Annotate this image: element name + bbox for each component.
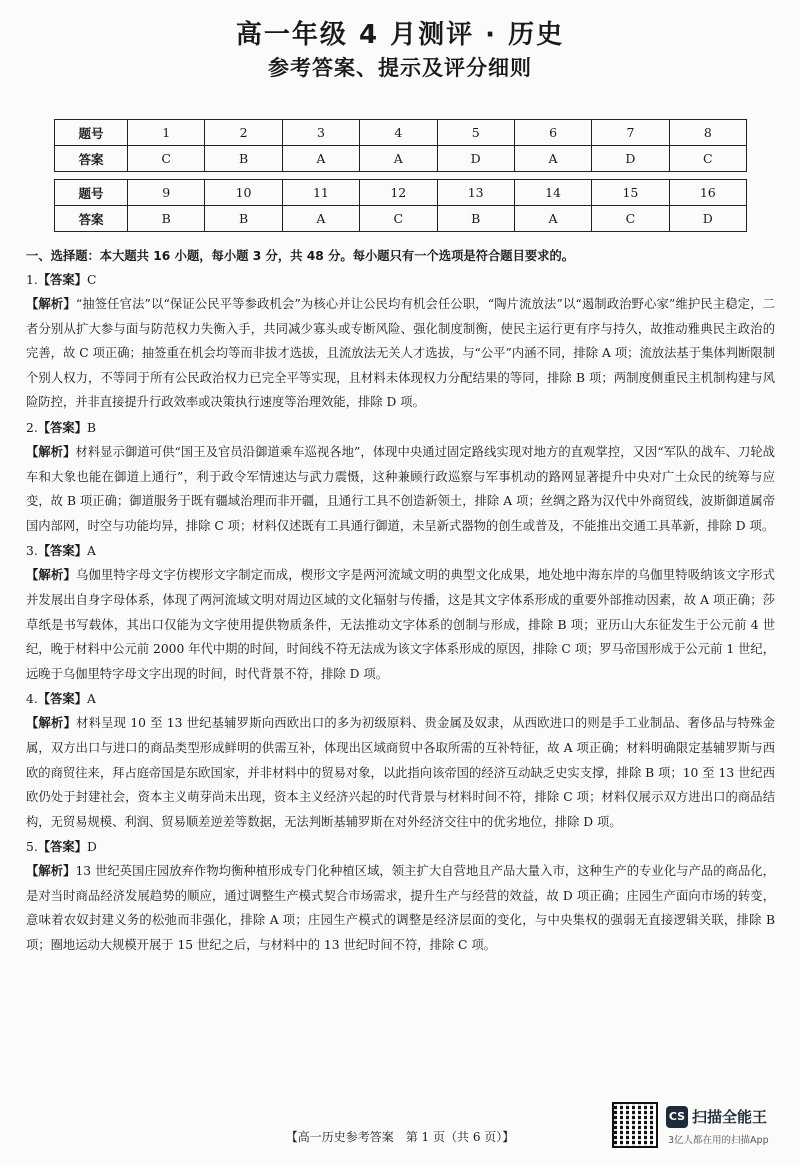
question-number-cell: 1 xyxy=(128,120,205,146)
item-number: 4. xyxy=(26,692,38,707)
list-item xyxy=(26,268,775,415)
answer-tag: 【答案】 xyxy=(37,420,87,435)
analysis-tag: 【解析】 xyxy=(26,297,76,311)
question-number-cell: 7 xyxy=(592,120,669,146)
question-number-header: 题号 xyxy=(55,120,128,146)
question-number-cell: 12 xyxy=(360,180,437,206)
answer-line xyxy=(26,539,775,563)
answer-cell: A xyxy=(282,206,359,232)
analysis-paragraph xyxy=(26,563,775,686)
analysis-tag: 【解析】 xyxy=(26,568,76,583)
question-number-cell: 9 xyxy=(128,180,205,206)
answer-cell: A xyxy=(514,146,591,172)
answer-cell: A xyxy=(282,146,359,172)
page-subtitle: 参考答案、提示及评分细则 xyxy=(268,56,532,80)
answer-line xyxy=(26,268,775,292)
list-item xyxy=(26,835,775,957)
question-number-cell: 4 xyxy=(360,120,437,146)
answer-cell: C xyxy=(360,206,437,232)
answer-line xyxy=(26,687,775,711)
answer-explanations xyxy=(26,268,775,959)
answer-line xyxy=(26,835,775,859)
answer-cell: B xyxy=(128,206,205,232)
list-item xyxy=(26,539,775,686)
answer-cell: B xyxy=(437,206,514,232)
analysis-paragraph xyxy=(26,711,775,834)
analysis-text: “抽签任官法”以“保证公民平等参政机会”为核心并让公民均有机会任公职，“陶片流放法”以“遏制政治野心家”维护民主稳定，二者分别从扩大参与面与防范权力失衡入手，共同减少寡头或专断风险、强化制度制衡，使民主运行更有序与持久，故推动雅典民主政治的完善，故 C 项正确；抽签重在机会均等而非拔才选拔，且流放法无关人才选拔，与“公平”内涵不同，排除 A 项；流放法基于集体判断限制个别人权力，不等同于所有公民政治权力已完全平等实现，且材料未体现权力分配结果的等同，排除 B 项；两制度侧重民主机制构建与风险防控，并非直接提升行政效率或决策执行速度等治理效能，排除 D 项。 xyxy=(26,297,775,410)
list-item xyxy=(26,416,775,538)
analysis-text: 材料呈现 10 至 13 世纪基辅罗斯向西欧出口的多为初级原料、贵金属及奴隶，从西欧进口的则是手工业制品、奢侈品与特殊金属，双方出口与进口的商品类型形成鲜明的供需互补，体现出区域商贸中各取所需的互补特征，故 A 项正确；材料明确限定基辅罗斯与西欧的商贸往来，拜占庭帝国是东欧国家，并非材料中的贸易对象，以此指向该帝国的经济互动缺乏史实支撑，排除 B 项；10 至 13 世纪西欧仍处于封建社会，资本主义萌芽尚未出现，资本主义经济兴起的时代背景与材料时间不符，排除 C 项；材料仅展示双方进出口的商品结构，无贸易规模、利润、贸易顺差逆差等数据，无法判断基辅罗斯在对外经济交往中的优劣地位，排除 D 项。 xyxy=(26,716,775,829)
answer-tag: 【答案】 xyxy=(37,273,87,287)
question-number-cell: 3 xyxy=(282,120,359,146)
answer-cell: A xyxy=(360,146,437,172)
answer-row xyxy=(55,146,747,172)
page-footer: 【高一历史参考答案 第 1 页（共 6 页）】 xyxy=(285,1130,515,1144)
answer-header: 答案 xyxy=(55,206,128,232)
answer-header: 答案 xyxy=(55,146,128,172)
answer-cell: C xyxy=(669,146,746,172)
question-number-cell: 10 xyxy=(205,180,282,206)
item-answer: A xyxy=(86,544,96,559)
item-answer: B xyxy=(86,420,96,435)
answer-cell: B xyxy=(205,146,282,172)
answer-table-2 xyxy=(54,179,747,232)
question-number-cell: 6 xyxy=(514,120,591,146)
question-number-cell: 8 xyxy=(669,120,746,146)
question-number-cell: 13 xyxy=(437,180,514,206)
question-number-header: 题号 xyxy=(55,180,128,206)
watermark-name: 扫描全能王 xyxy=(692,1108,768,1126)
analysis-tag: 【解析】 xyxy=(26,716,77,731)
item-number: 2. xyxy=(26,420,38,435)
answer-cell: C xyxy=(128,146,205,172)
answer-cell: C xyxy=(592,206,669,232)
question-number-row xyxy=(55,120,747,146)
question-number-cell: 14 xyxy=(514,180,591,206)
analysis-text: 13 世纪英国庄园放弃作物均衡种植形成专门化种植区域，领主扩大自营地且产品大量入市，这种生产的专业化与产品的商品化，是对当时商品经济发展趋势的顺应，通过调整生产模式契合市场需求，提升生产与经营的效益，故 D 项正确；庄园生产面向市场的转变，意味着农奴封建义务的松弛而非强化，排除 A 项；庄园生产模式的调整是经济层面的变化，与中央集权的强弱无直接逻辑关联，排除 B 项；圈地运动大规模开展于 15 世纪之后，与材料中的 13 世纪时间不符，排除 C 项。 xyxy=(26,864,775,953)
item-answer: A xyxy=(86,692,96,707)
item-number: 5. xyxy=(26,840,38,855)
page-title: 高一年级 4 月测评 · 历史 xyxy=(235,20,565,50)
analysis-paragraph xyxy=(26,859,775,957)
answer-row xyxy=(55,206,747,232)
watermark-slogan: 3亿人都在用的扫描App xyxy=(668,1135,769,1146)
answer-cell: B xyxy=(205,206,282,232)
answer-cell: A xyxy=(514,206,591,232)
question-number-cell: 15 xyxy=(592,180,669,206)
item-number: 3. xyxy=(26,544,38,559)
list-item xyxy=(26,687,775,834)
analysis-tag: 【解析】 xyxy=(26,864,76,879)
section-heading: 一、选择题：本大题共 16 小题，每小题 3 分，共 48 分。每小题只有一个选项是符合题目要求的。 xyxy=(26,249,575,263)
question-number-row xyxy=(55,180,747,206)
item-answer: D xyxy=(86,840,97,855)
answer-tag: 【答案】 xyxy=(37,544,87,559)
analysis-text: 材料显示御道可供“国王及官员沿御道乘车巡视各地”，体现中央通过固定路线实现对地方的直观掌控，又因“军队的战车、刀轮战车和大象也能在御道上通行”，利于政令军情速达与武力震慑，这种兼顾行政巡察与军事机动的路网显著提升中央对广土众民的统筹与应变，故 B 项正确；御道服务于既有疆域治理而非开疆，且通行工具不创造新领土，排除 A 项；丝绸之路为汉代中外商贸线，波斯御道属帝国内部网，时空与功能均异，排除 C 项；材料仅述既有工具通行御道，未呈新式器物的创生或普及，不能推出交通工具革新，排除 D 项。 xyxy=(26,444,775,533)
item-answer: C xyxy=(86,273,97,287)
question-number-cell: 11 xyxy=(282,180,359,206)
answer-cell: D xyxy=(669,206,746,232)
answer-line xyxy=(26,416,775,440)
item-number: 1. xyxy=(26,273,38,287)
analysis-paragraph xyxy=(26,292,775,415)
answer-table-1 xyxy=(54,119,747,172)
answer-cell: D xyxy=(437,146,514,172)
analysis-paragraph xyxy=(26,440,775,538)
question-number-cell: 5 xyxy=(437,120,514,146)
camscanner-logo-icon: CS xyxy=(666,1106,688,1128)
question-number-cell: 16 xyxy=(669,180,746,206)
analysis-text: 乌伽里特字母文字仿楔形文字制定而成，楔形文字是两河流域文明的典型文化成果，地处地中海东岸的乌伽里特吸纳该文字形式并发展出自身字母体系，体现了两河流域文明对周边区域的文化辐射与传播，这是其文字体系形成的重要外部推动因素，故 A 项正确；莎草纸是书写载体，其出口仅能为文字使用提供物质条件，无法推动文字体系的创制与形成，排除 B 项；亚历山大东征发生于公元前 4 世纪，晚于材料中公元前 2000 年代中期的时间，时间线不符无法成为该文字体系形成的原因，排除 C 项；罗马帝国形成于公元前 1 世纪，远晚于乌伽里特字母文字出现的时间，时代背景不符，排除 D 项。 xyxy=(26,568,775,681)
analysis-tag: 【解析】 xyxy=(26,444,76,459)
answer-tag: 【答案】 xyxy=(37,840,87,855)
answer-tag: 【答案】 xyxy=(37,692,87,707)
question-number-cell: 2 xyxy=(205,120,282,146)
answer-cell: D xyxy=(592,146,669,172)
